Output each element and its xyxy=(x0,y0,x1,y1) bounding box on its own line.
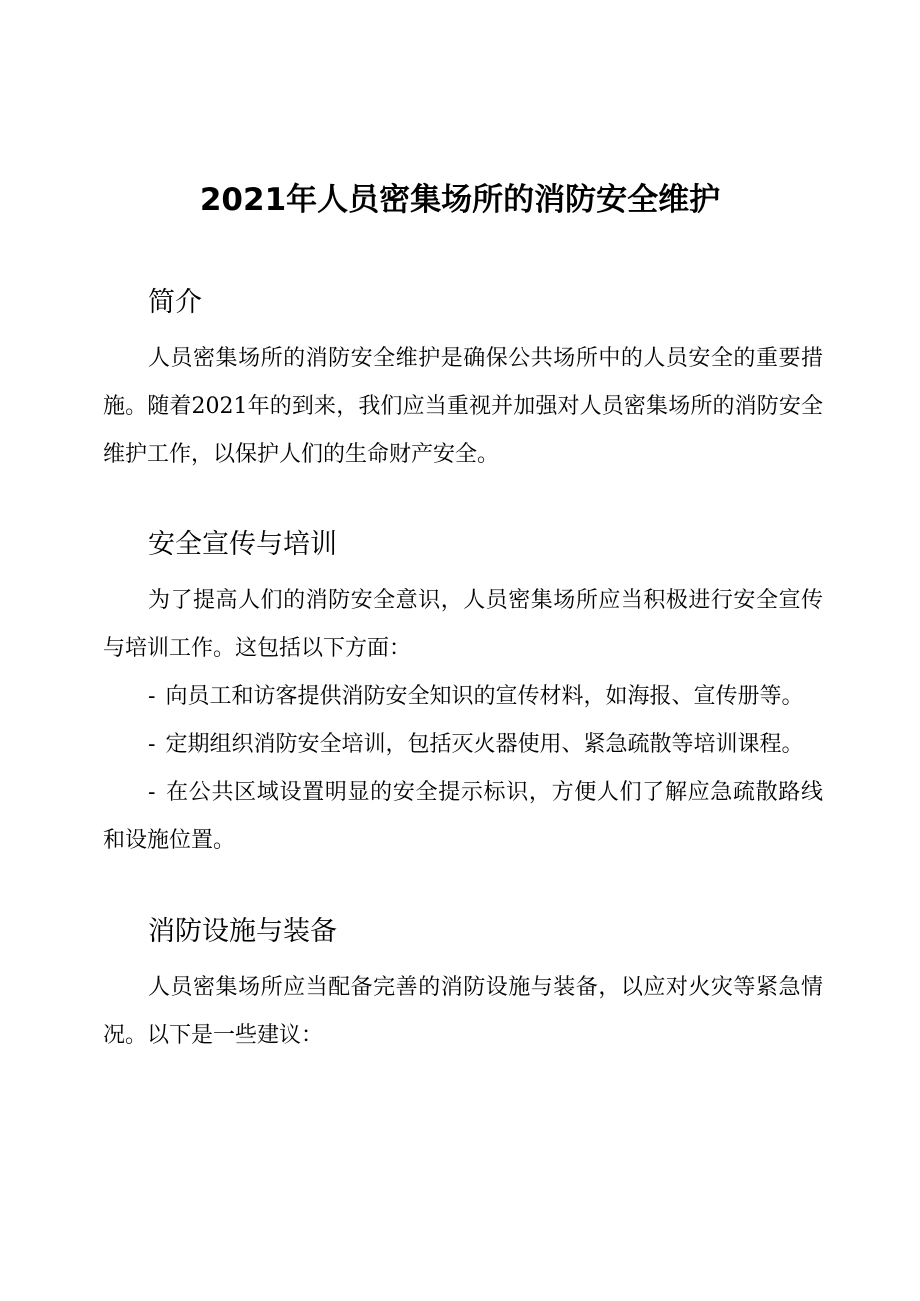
bullet-text: 定期组织消防安全培训，包括灭火器使用、紧急疏散等培训课程。 xyxy=(165,732,804,757)
section-heading-training: 安全宣传与培训 xyxy=(148,529,337,560)
bullet-text: 向员工和访客提供消防安全知识的宣传材料，如海报、宣传册等。 xyxy=(165,684,804,709)
training-bullet-list xyxy=(103,673,823,865)
intro-paragraph: 人员密集场所的消防安全维护是确保公共场所中的人员安全的重要措施。随着2021年的到来，我们应当重视并加强对人员密集场所的消防安全维护工作，以保护人们的生命财产安全。 xyxy=(103,346,823,467)
bullet-dash: - xyxy=(148,732,156,757)
training-paragraph: 为了提高人们的消防安全意识，人员密集场所应当积极进行安全宣传与培训工作。这包括以下方面： xyxy=(103,588,823,661)
bullet-dash: - xyxy=(148,684,156,709)
bullet-text: 在公共区域设置明显的安全提示标识，方便人们了解应急疏散路线和设施位置。 xyxy=(103,780,823,853)
list-item xyxy=(103,673,823,721)
section-intro xyxy=(103,283,823,479)
section-heading-intro: 简介 xyxy=(148,287,202,318)
document-title: 2021年人员密集场所的消防安全维护 xyxy=(199,182,721,218)
section-heading-equipment: 消防设施与装备 xyxy=(148,916,337,947)
list-item xyxy=(103,769,823,865)
equipment-paragraph: 人员密集场所应当配备完善的消防设施与装备，以应对火灾等紧急情况。以下是一些建议： xyxy=(103,975,823,1048)
bullet-dash: - xyxy=(148,780,156,805)
section-training xyxy=(103,525,823,865)
section-equipment xyxy=(103,912,823,1060)
list-item xyxy=(103,721,823,769)
